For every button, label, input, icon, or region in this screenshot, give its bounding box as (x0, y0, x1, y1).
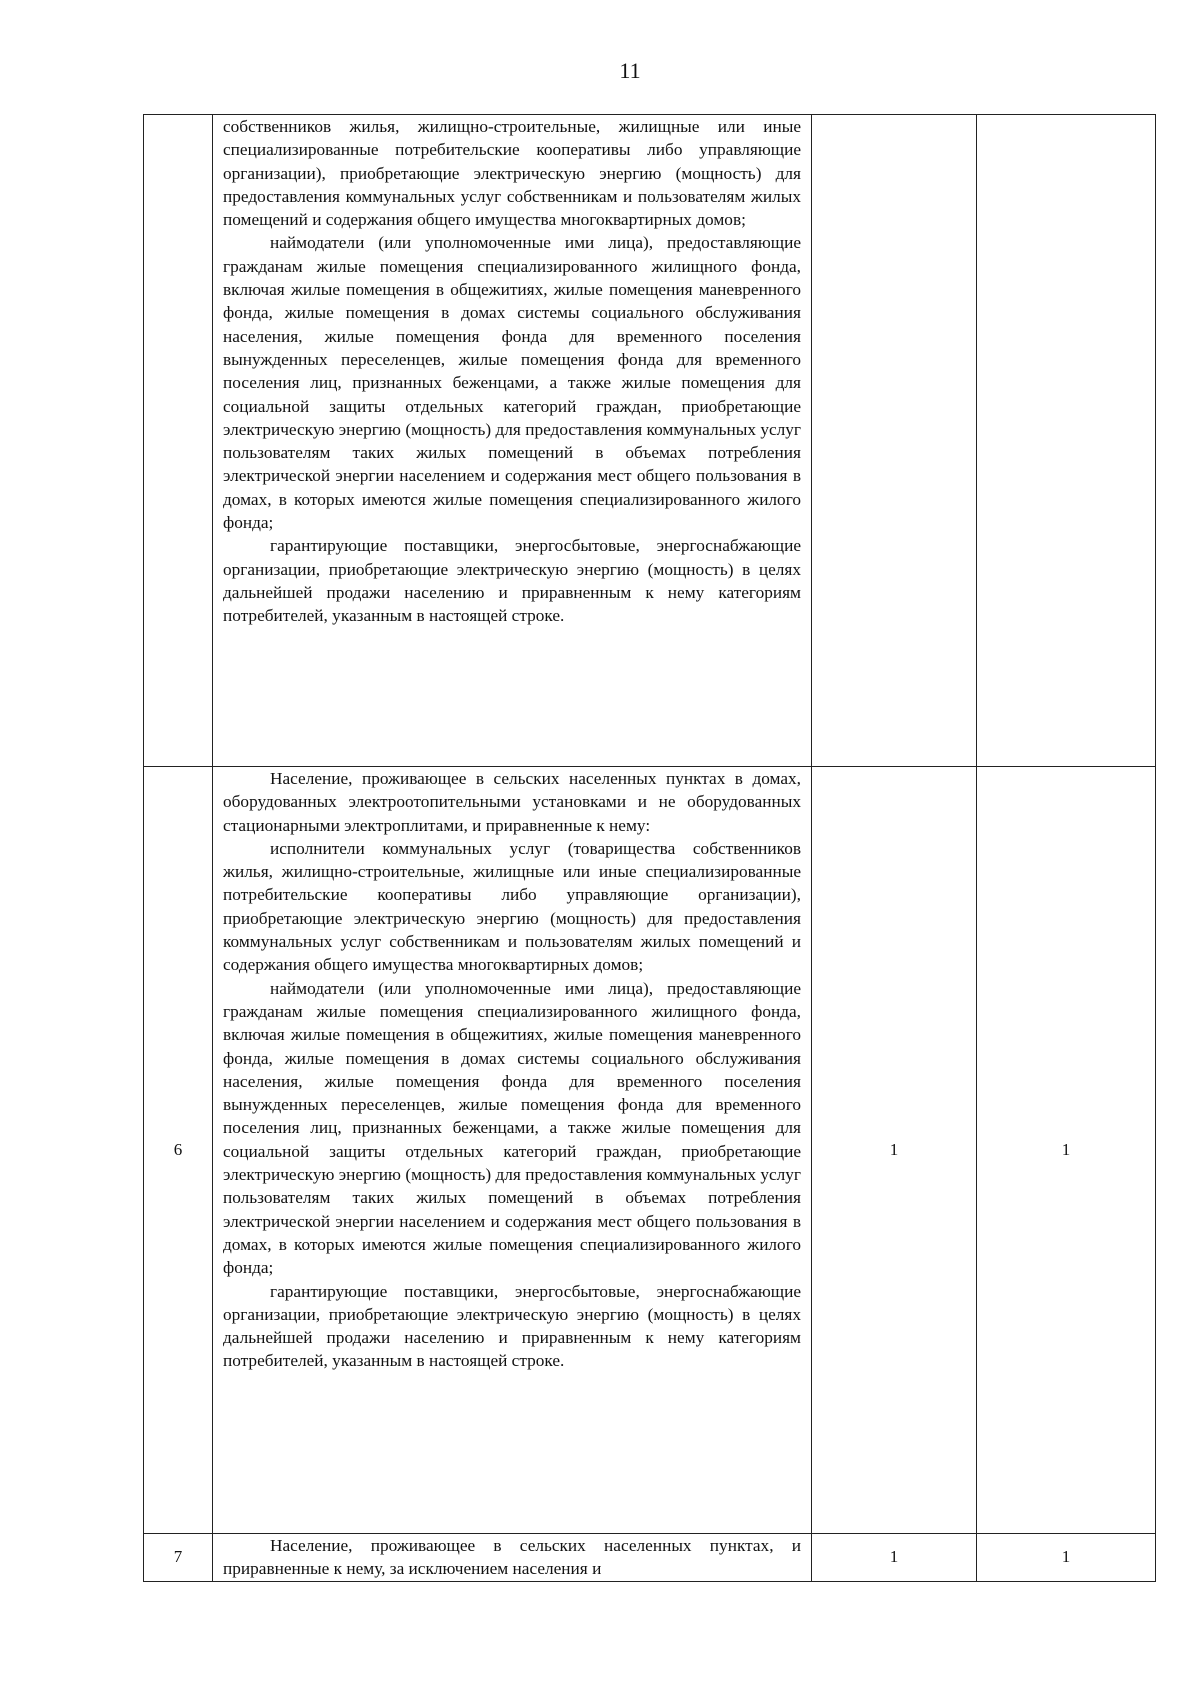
page-number: 11 (619, 58, 641, 83)
row-number-cell (144, 115, 213, 767)
row-value-2-cell (977, 115, 1156, 767)
description-paragraph: исполнители коммунальных услуг (товарищества собственников жилья, жилищно-строительные, жилищные или иные специализированные потребительские кооперативы либо управляющие организации), приобретающие электрическую энергию (мощность) для предоставления коммунальных услуг собственникам и пользователям жилых помещений и содержания общего имущества многоквартирных домов; (223, 838, 801, 975)
table-row (144, 115, 1156, 767)
description-paragraph: гарантирующие поставщики, энергосбытовые, энергоснабжающие организации, приобретающие электрическую энергию (мощность) в целях дальнейшей продажи населению и приравненным к нему категориям потребителей, указанным в настоящей строке. (223, 536, 801, 626)
table-row (144, 767, 1156, 1534)
row-value-1-cell: 1 (812, 1534, 977, 1582)
row-value-2-cell: 1 (977, 1534, 1156, 1582)
description-paragraph: собственников жилья, жилищно-строительные, жилищные или иные специализированные потребительские кооперативы либо управляющие организации), приобретающие электрическую энергию (мощность) для предоставления коммунальных услуг собственникам и пользователям жилых помещений и содержания общего имущества многоквартирных домов; (223, 117, 801, 230)
table-row (144, 1534, 1156, 1582)
tariff-table (143, 114, 1156, 1582)
row-value-2-cell: 1 (977, 767, 1156, 1534)
description-paragraph: наймодатели (или уполномоченные ими лица), предоставляющие гражданам жилые помещения специализированного жилищного фонда, включая жилые помещения в общежитиях, жилые помещения маневренного фонда, жилые помещения в домах системы социального обслуживания населения, жилые помещения фонда для временного поселения вынужденных переселенцев, жилые помещения фонда для временного поселения лиц, признанных беженцами, а также жилые помещения для социальной защиты отдельных категорий граждан, приобретающие электрическую энергию (мощность) для предоставления коммунальных услуг пользователям таких жилых помещений в объемах потребления электрической энергии населением и содержания мест общего пользования в домах, в которых имеются жилые помещения специализированного жилого фонда; (223, 233, 801, 533)
row-value-1-cell: 1 (812, 767, 977, 1534)
row-description-cell (213, 767, 812, 1534)
row-number-cell: 6 (144, 767, 213, 1534)
row-number-cell: 7 (144, 1534, 213, 1582)
row-description-cell (213, 1534, 812, 1582)
description-paragraph: Население, проживающее в сельских населенных пунктах в домах, оборудованных электроотопительными установками и не оборудованных стационарными электроплитами, и приравненные к нему: (223, 769, 801, 835)
row-value-1-cell (812, 115, 977, 767)
description-paragraph: Население, проживающее в сельских населенных пунктах, и приравненные к нему, за исключением населения и (223, 1536, 801, 1579)
description-paragraph: гарантирующие поставщики, энергосбытовые, энергоснабжающие организации, приобретающие электрическую энергию (мощность) в целях дальнейшей продажи населению и приравненным к нему категориям потребителей, указанным в настоящей строке. (223, 1281, 801, 1371)
description-paragraph: наймодатели (или уполномоченные ими лица), предоставляющие гражданам жилые помещения специализированного жилищного фонда, включая жилые помещения в общежитиях, жилые помещения маневренного фонда, жилые помещения в домах системы социального обслуживания населения, жилые помещения фонда для временного поселения вынужденных переселенцев, жилые помещения фонда для временного поселения лиц, признанных беженцами, а также жилые помещения для социальной защиты отдельных категорий граждан, приобретающие электрическую энергию (мощность) для предоставления коммунальных услуг пользователям таких жилых помещений в объемах потребления электрической энергии населением и содержания мест общего пользования в домах, в которых имеются жилые помещения специализированного жилого фонда; (223, 978, 801, 1278)
row-description-cell (213, 115, 812, 767)
